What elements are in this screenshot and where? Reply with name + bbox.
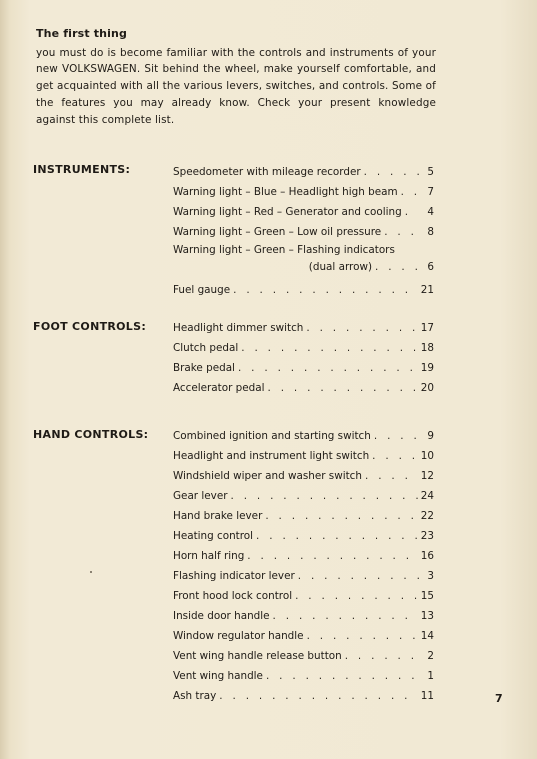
leader-dots — [306, 318, 417, 338]
entry-label: Headlight dimmer switch — [173, 322, 304, 334]
entry-label: Warning light – Red – Generator and cooling — [173, 206, 402, 218]
leader-dots — [375, 259, 419, 276]
entry-label: Inside door handle — [173, 610, 270, 622]
entry-page: 15 — [420, 590, 434, 602]
entry-label: Speedometer with mileage recorder — [173, 166, 361, 178]
entry-page: 16 — [420, 550, 434, 562]
leader-dots — [307, 626, 418, 646]
list-item — [173, 646, 434, 666]
entry-page: 14 — [420, 630, 434, 642]
entry-page: 4 — [427, 206, 434, 218]
leader-dots — [273, 606, 418, 626]
entry-label: Gear lever — [173, 490, 228, 502]
hand-controls-list — [173, 426, 434, 706]
list-item — [173, 526, 434, 546]
entry-label: Headlight and instrument light switch — [173, 450, 370, 462]
page-number: 7 — [495, 692, 503, 705]
entry-label: Accelerator pedal — [173, 382, 265, 394]
entry-page: 22 — [420, 510, 434, 522]
entry-page: 24 — [420, 490, 434, 502]
entry-page: 6 — [427, 261, 434, 273]
entry-page: 21 — [420, 284, 434, 296]
list-item — [173, 466, 434, 486]
list-item — [173, 686, 434, 706]
leader-dots — [265, 506, 417, 526]
leader-dots — [345, 646, 419, 666]
leader-dots — [233, 280, 418, 300]
entry-label: Windshield wiper and washer switch — [173, 470, 362, 482]
entry-page: 20 — [420, 382, 434, 394]
entry-label: Flashing indicator lever — [173, 570, 295, 582]
list-item — [173, 606, 434, 626]
intro-title: The first thing — [36, 27, 128, 40]
entry-label: Brake pedal — [173, 362, 235, 374]
list-item — [173, 162, 434, 182]
entry-page: 2 — [427, 650, 434, 662]
entry-label: Warning light – Green – Flashing indicators — [173, 244, 395, 256]
section-label-hand-controls: HAND CONTROLS: — [33, 428, 149, 441]
leader-dots — [295, 586, 418, 606]
entry-label: Hand brake lever — [173, 510, 263, 522]
leader-dots — [219, 686, 417, 706]
entry-label: Vent wing handle — [173, 670, 263, 682]
entry-label: Fuel gauge — [173, 284, 231, 296]
entry-page: 5 — [427, 166, 434, 178]
leader-dots — [268, 378, 418, 398]
list-item — [173, 222, 434, 242]
instruments-list — [173, 162, 434, 300]
list-item — [173, 318, 434, 338]
leader-dots — [256, 526, 418, 546]
list-item — [173, 182, 434, 202]
leader-dots — [372, 446, 418, 466]
entry-page: 9 — [427, 430, 434, 442]
entry-label: Clutch pedal — [173, 342, 239, 354]
list-item — [173, 666, 434, 686]
entry-page: 7 — [427, 186, 434, 198]
section-label-instruments: INSTRUMENTS: — [33, 163, 131, 176]
leader-dots — [238, 358, 418, 378]
list-item — [173, 338, 434, 358]
entry-page: 13 — [420, 610, 434, 622]
entry-page: 18 — [420, 342, 434, 354]
leader-dots — [241, 338, 418, 358]
list-item — [173, 546, 434, 566]
list-item — [173, 566, 434, 586]
entry-label: Window regulator handle — [173, 630, 304, 642]
entry-label: Front hood lock control — [173, 590, 293, 602]
leader-dots — [266, 666, 419, 686]
leader-dots — [247, 546, 417, 566]
paper-speck — [90, 571, 92, 573]
leader-dots — [365, 466, 418, 486]
list-item — [173, 586, 434, 606]
entry-page: 17 — [420, 322, 434, 334]
list-item — [173, 242, 434, 278]
entry-page: 11 — [420, 690, 434, 702]
entry-page: 12 — [420, 470, 434, 482]
list-item — [173, 358, 434, 378]
entry-label-continued: (dual arrow) — [308, 261, 372, 273]
leader-dots — [405, 202, 419, 222]
entry-label: Horn half ring — [173, 550, 245, 562]
entry-label: Warning light – Green – Low oil pressure — [173, 226, 382, 238]
leader-dots — [374, 426, 419, 446]
list-item — [173, 506, 434, 526]
entry-page: 10 — [420, 450, 434, 462]
list-item — [173, 426, 434, 446]
leader-dots — [230, 486, 417, 506]
entry-label: Warning light – Blue – Headlight high beam — [173, 186, 398, 198]
entry-label: Ash tray — [173, 690, 217, 702]
leader-dots — [384, 222, 419, 242]
entry-label: Combined ignition and starting switch — [173, 430, 371, 442]
leader-dots — [364, 162, 419, 182]
leader-dots — [298, 566, 419, 586]
list-item — [173, 446, 434, 466]
list-item — [173, 378, 434, 398]
list-item — [173, 202, 434, 222]
entry-page: 19 — [420, 362, 434, 374]
entry-label: Heating control — [173, 530, 254, 542]
entry-page: 3 — [427, 570, 434, 582]
list-item — [173, 280, 434, 300]
entry-label: Vent wing handle release button — [173, 650, 342, 662]
intro-body: you must do is become familiar with the controls and instruments of your new VOLKSWAGEN. Sit behind the wheel, make yourself comfortable, and get acquainted with all the various levers, switches, and controls. Some of the features you may already know. Check your present knowledge against this complete list. — [36, 46, 436, 126]
leader-dots — [401, 182, 419, 202]
entry-page: 8 — [427, 226, 434, 238]
list-item — [173, 626, 434, 646]
list-item — [173, 486, 434, 506]
section-label-foot-controls: FOOT CONTROLS: — [33, 320, 147, 333]
entry-page: 1 — [427, 670, 434, 682]
entry-page: 23 — [420, 530, 434, 542]
intro-paragraph — [36, 26, 436, 128]
foot-controls-list — [173, 318, 434, 398]
